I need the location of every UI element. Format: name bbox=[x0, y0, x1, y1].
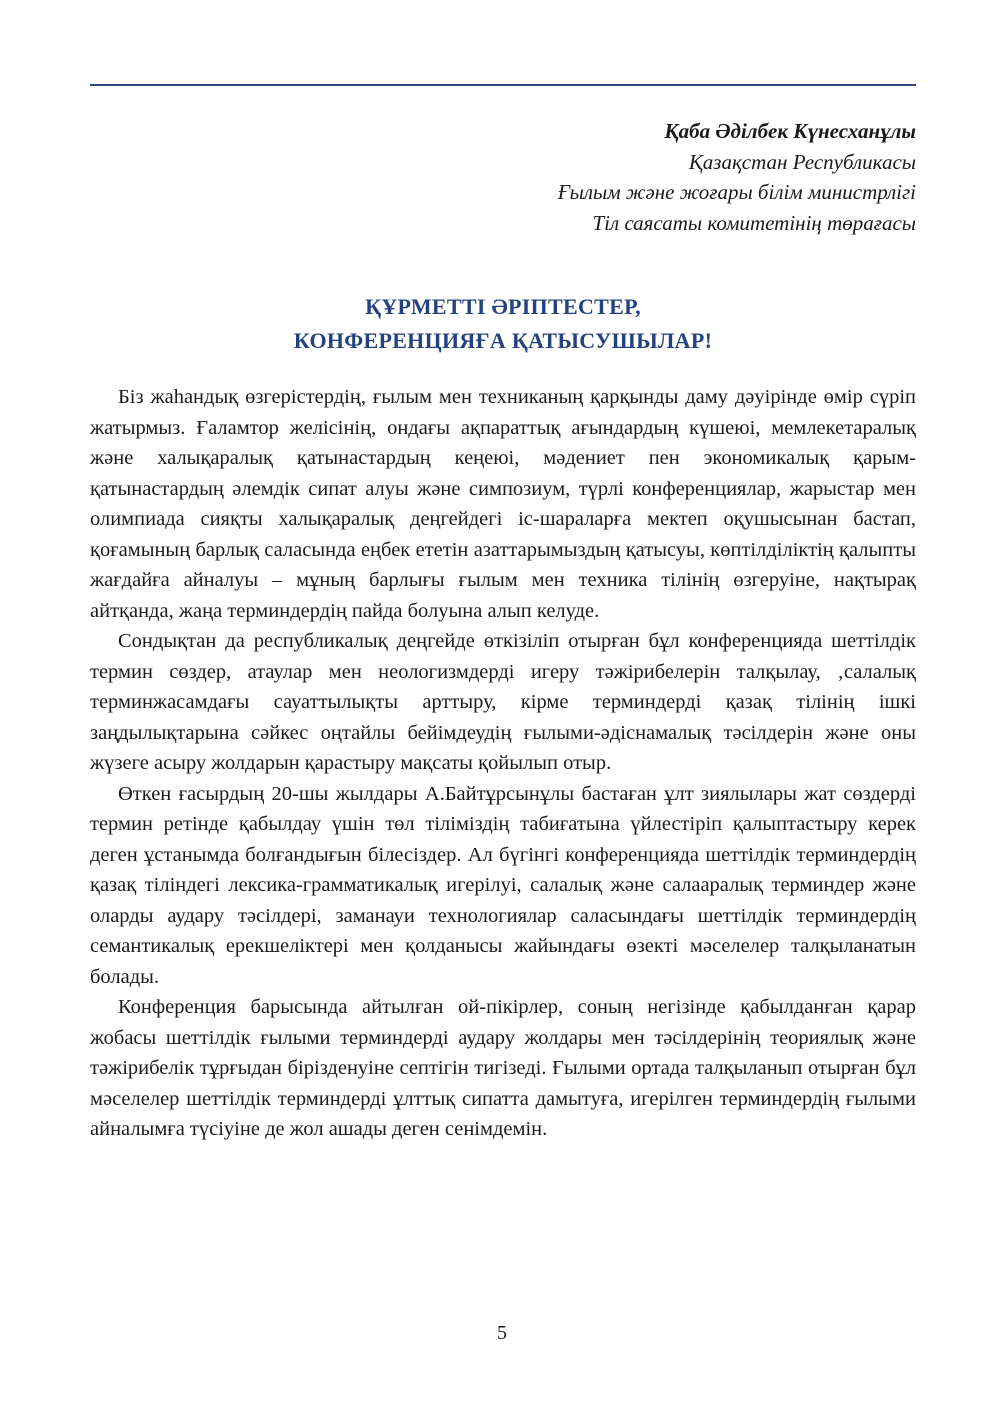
paragraph-1: Біз жаһандық өзгерістердің, ғылым мен техниканың қарқынды даму дәуірінде өмір сүріп жатырмыз. Ғаламтор желісінің, ондағы ақпараттық ағындардың күшеюі, мемлекетаралық және халықаралық қатынастардың кеңеюі, мәдениет пен экономикалық қарым-қатынастардың әлемдік сипат алуы және симпозиум, түрлі конференциялар, жарыстар мен олимпиада сияқты халықаралық деңгейдегі іс-шараларға мектеп оқушысынан бастап, қоғамының барлық саласында еңбек ететін азаттарымыздың қатысуы, көптілділіктің қалыпты жағдайға айналуы – мұның барлығы ғылым мен техника тілінің өзгеруіне, нақтырақ айтқанда, жаңа терминдердің пайда болуына алып келуде. bbox=[90, 386, 916, 622]
body-text bbox=[90, 382, 916, 1145]
author-affiliation-line-2: Ғылым және жоғары білім министрлігі bbox=[557, 180, 916, 204]
title-line-2: КОНФЕРЕНЦИЯҒА ҚАТЫСУШЫЛАР! bbox=[293, 328, 713, 353]
page-number: 5 bbox=[497, 1322, 507, 1344]
author-affiliation-line-3: Тіл саясаты комитетінің төрағасы bbox=[592, 210, 916, 235]
title-line-1: ҚҰРМЕТТІ ӘРІПТЕСТЕР, bbox=[365, 294, 641, 319]
page-title bbox=[90, 290, 916, 358]
author-name: Қаба Әділбек Күнесханұлы bbox=[664, 119, 916, 143]
paragraph-2: Сондықтан да республикалық деңгейде өткізіліп отырған бұл конференцияда шеттілдік термин сөздер, атаулар мен неологизмдерді игеру тәжірибелерін талқылау, ‚салалық терминжасамдағы сауаттылықты арттыру, кірме терминдерді қазақ тілінің ішкі заңдылықтарына сәйкес оңтайлы бейімдеудің ғылыми-әдіснамалық тәсілдерін және оны жүзеге асыру жолдарын қарастыру мақсаты қойылып отыр. bbox=[90, 630, 916, 774]
author-block bbox=[316, 116, 916, 238]
paragraph-3: Өткен ғасырдың 20-шы жылдары А.Байтұрсынұлы бастаған ұлт зиялылары жат сөздерді термин ретінде қабылдау үшін төл тіліміздің табиғатына үйлестіріп қалыптастыру керек деген ұстанымда болғандығын білесіздер. Ал бүгінгі конференцияда шеттілдік терминдердің қазақ тіліндегі лексика-грамматикалық игерілуі, салалық және салааралық терминдер және оларды аудару тәсілдері, заманауи технологиялар саласындағы шеттілдік терминдердің семантикалық ерекшеліктері мен қолданысы жайындағы өзекті мәселелер талқыланатын болады. bbox=[90, 782, 916, 988]
author-affiliation-line-1: Қазақстан Республикасы bbox=[688, 149, 916, 174]
header-rule bbox=[90, 84, 916, 86]
paragraph-4: Конференция барысында айтылған ой-пікірлер, соның негізінде қабылданған қарар жобасы шеттілдік ғылыми терминдерді аудару жолдары мен тәсілдерінің теориялық және тәжірибелік тұрғыдан бірізденуіне септігін тигізеді. Ғылыми ортада талқыланып отырған бұл мәселелер шеттілдік терминдерді ұлттық сипатта дамытуға, игерілген терминдердің ғылыми айналымға түсіуіне де жол ашады деген сенімдемін. bbox=[90, 996, 916, 1140]
